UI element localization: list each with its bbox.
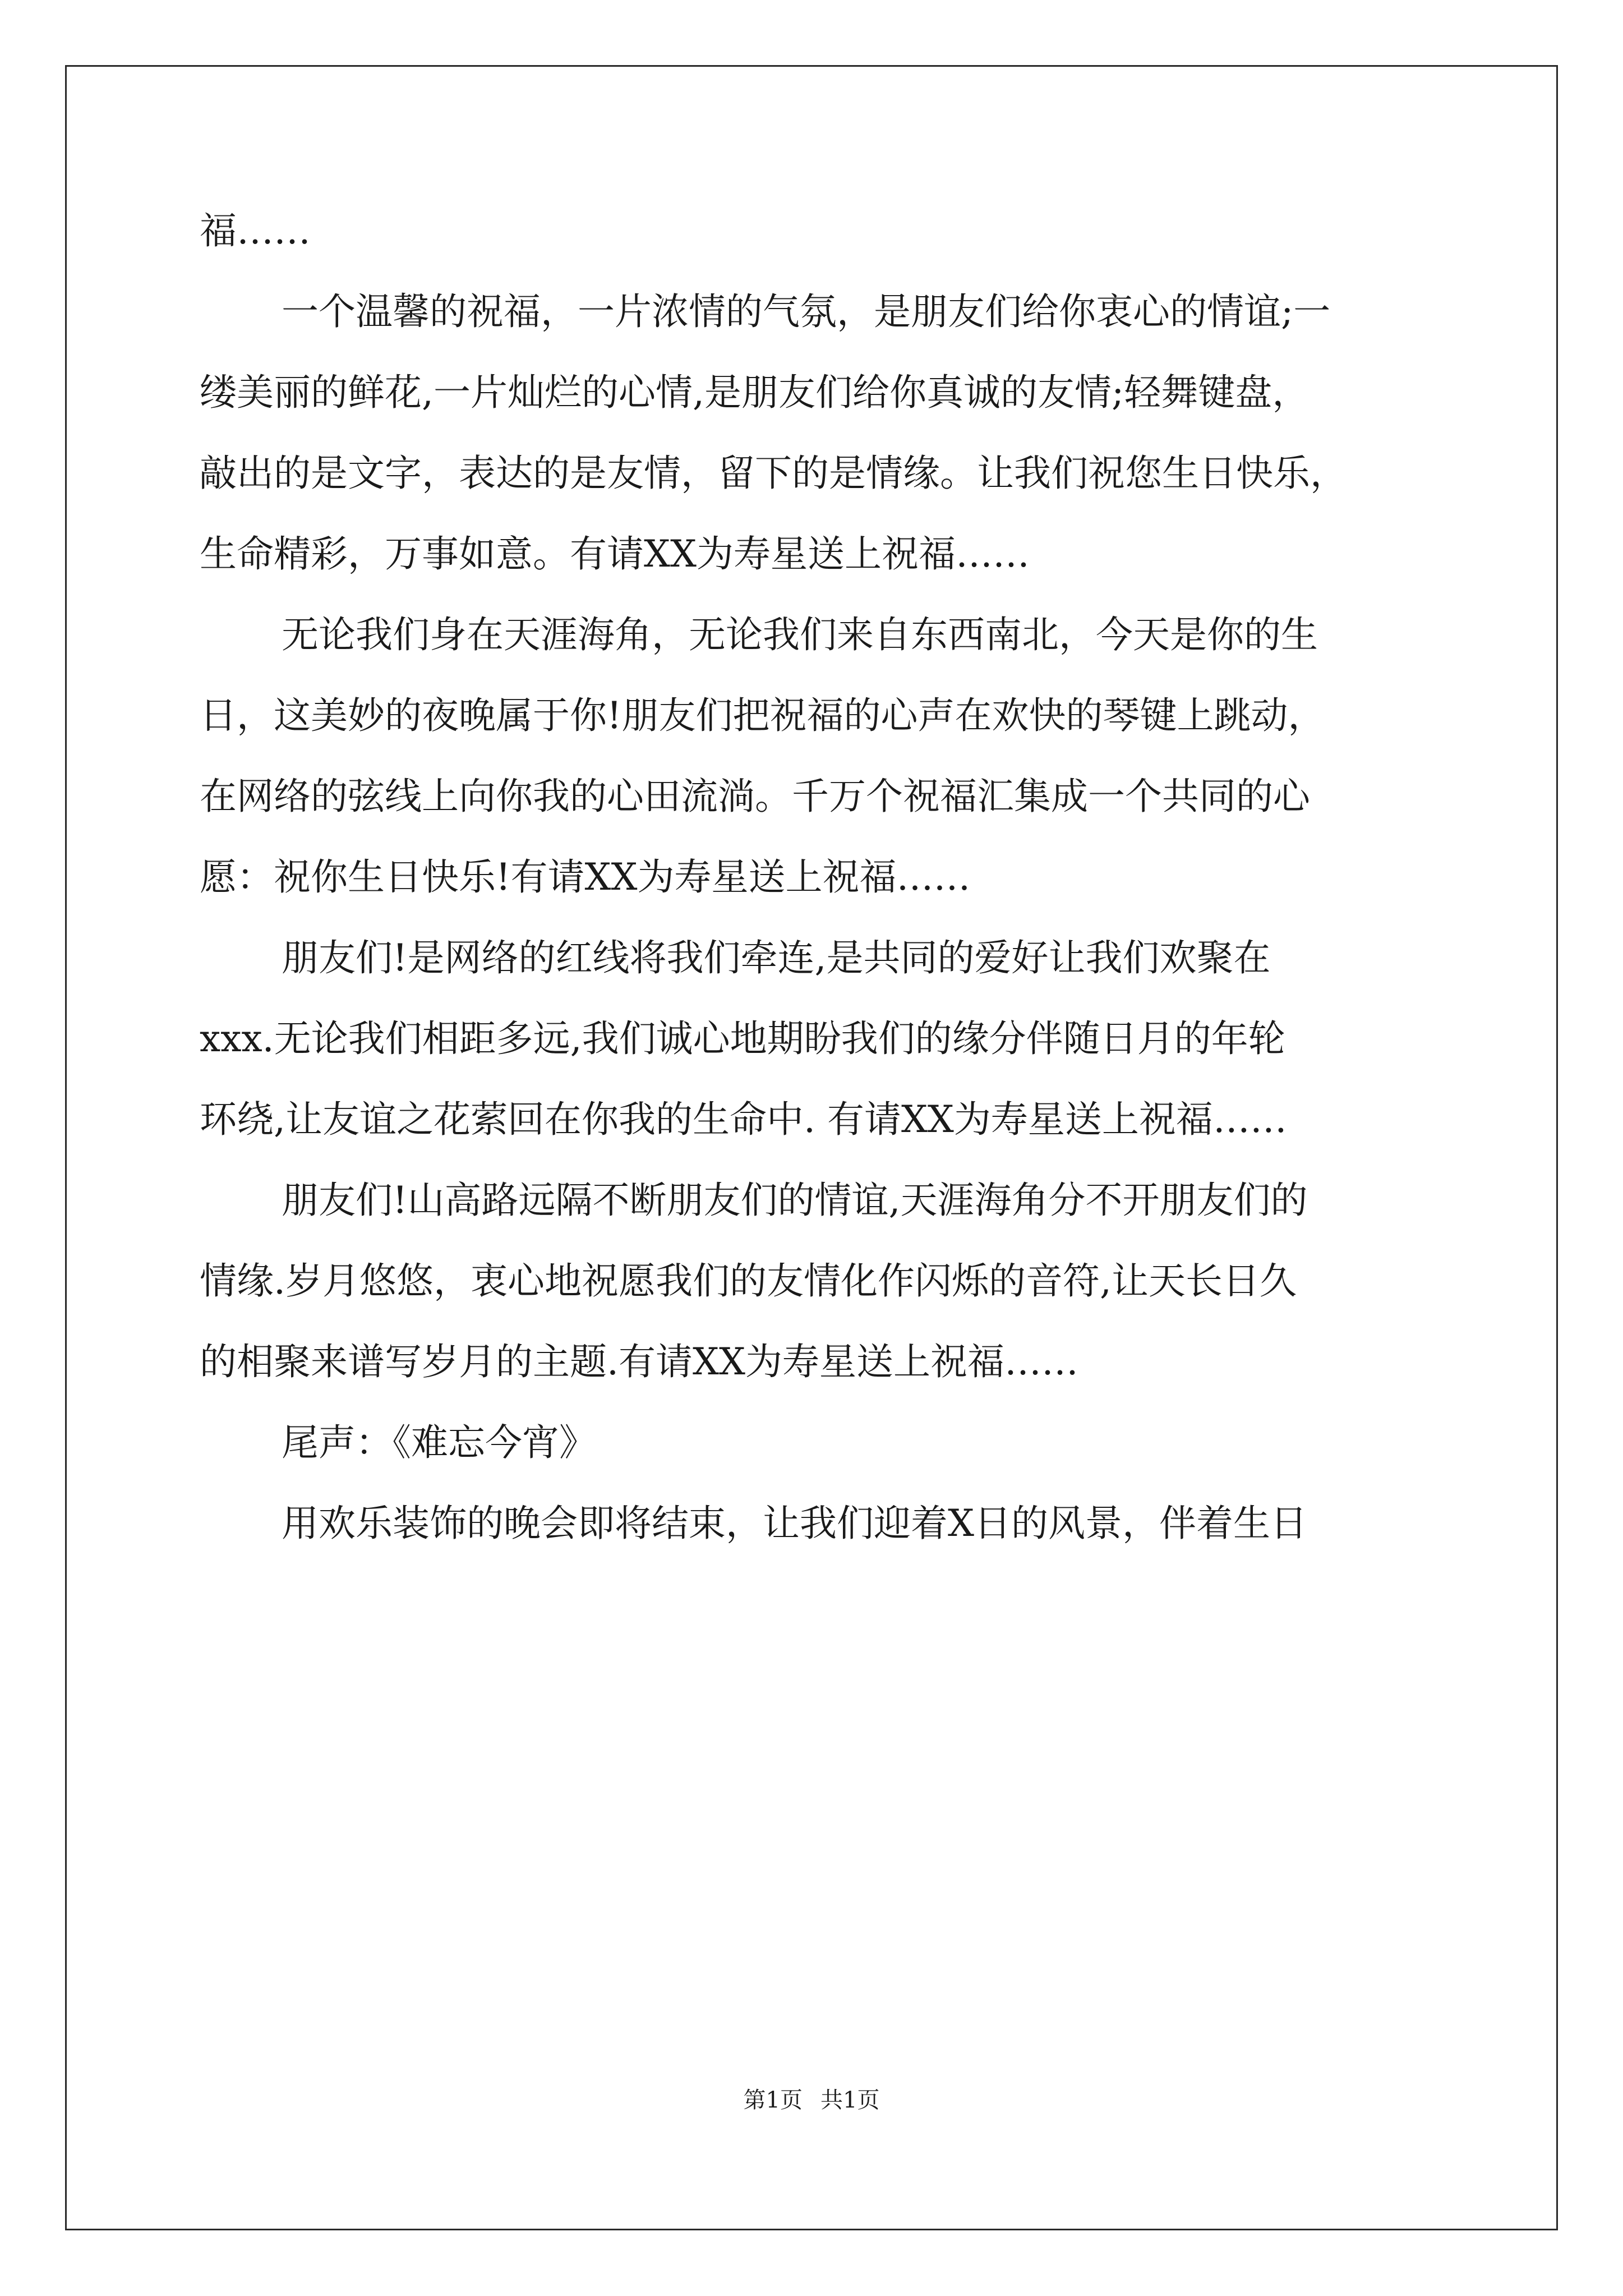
page-number: 第1页 — [743, 2087, 803, 2113]
text-line: 在网络的弦线上向你我的心田流淌。千万个祝福汇集成一个共同的心 — [200, 775, 1310, 818]
text-line: 情缘.岁月悠悠，衷心地祝愿我们的友情化作闪烁的音符,让天长日久 — [200, 1259, 1297, 1303]
paragraph-start: 朋友们!是网络的红线将我们牵连,是共同的爱好让我们欢聚在 — [282, 936, 1271, 979]
section-heading: 尾声：《难忘今宵》 — [282, 1421, 596, 1464]
text-line: 环绕,让友谊之花萦回在你我的生命中. 有请XX为寿星送上祝福…… — [200, 1098, 1287, 1141]
page-total: 共1页 — [820, 2087, 880, 2113]
text-line: 生命精彩，万事如意。有请XX为寿星送上祝福…… — [200, 532, 1030, 576]
text-line: 日，这美妙的夜晚属于你!朋友们把祝福的心声在欢快的琴键上跳动， — [200, 694, 1325, 737]
paragraph-start: 朋友们!山高路远隔不断朋友们的情谊,天涯海角分不开朋友们的 — [282, 1179, 1308, 1222]
page-footer — [0, 2087, 1623, 2114]
text-line: 缕美丽的鲜花,一片灿烂的心情,是朋友们给你真诚的友情;轻舞键盘， — [200, 371, 1310, 414]
paragraph-start: 用欢乐装饰的晚会即将结束，让我们迎着X日的风景，伴着生日 — [282, 1502, 1307, 1545]
paragraph-start: 一个温馨的祝福，一片浓情的气氛，是朋友们给你衷心的情谊;一 — [282, 290, 1331, 333]
paragraph-start: 无论我们身在天涯海角，无论我们来自东西南北，今天是你的生 — [282, 613, 1318, 656]
text-line: xxx.无论我们相距多远,我们诚心地期盼我们的缘分伴随日月的年轮 — [200, 1017, 1285, 1060]
text-line: 福…… — [200, 209, 311, 252]
text-line: 愿：祝你生日快乐!有请XX为寿星送上祝福…… — [200, 855, 971, 899]
text-line: 敲出的是文字，表达的是友情，留下的是情缘。让我们祝您生日快乐， — [200, 452, 1347, 495]
text-line: 的相聚来谱写岁月的主题.有请XX为寿星送上祝福…… — [200, 1340, 1078, 1383]
